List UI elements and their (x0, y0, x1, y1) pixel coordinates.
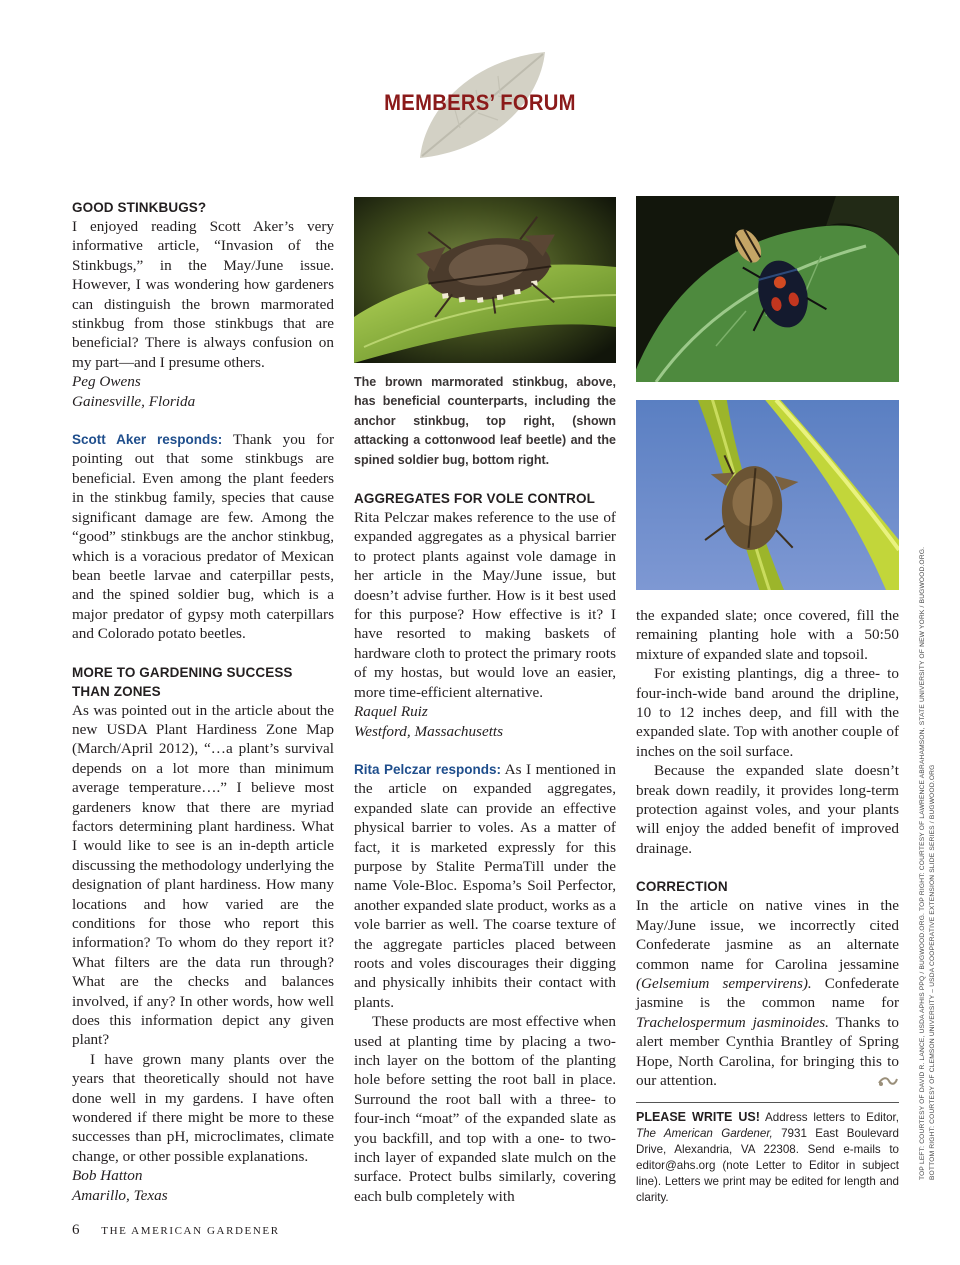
magazine-name: THE AMERICAN GARDENER (101, 1225, 280, 1237)
letter-location: Westford, Massachusetts (354, 722, 504, 740)
responder-label: Scott Aker responds: (72, 432, 223, 448)
photo-credits: TOP LEFT: COURTESY OF DAVID R. LANCE, USDA APHIS PPQ / BUGWOOD.ORG. TOP RIGHT: COURTESY OF LAWRENCE ABRAHAMSON, STATE UNIVERSITY OF NEW YORK / BUGWOOD.ORG. BOTTOM RIGHT: COURTESY OF CLEMSON UNIVERSITY – USDA COOPERATIVE EXTENSION SLIDE SERIES / BUGWOOD.ORG (919, 546, 936, 1180)
letter-heading-stinkbugs: GOOD STINKBUGS? (72, 200, 207, 215)
photo-caption: The brown marmorated stinkbug, above, has beneficial counterparts, including the anchor stinkbug, top right, (shown attacking a cottonwood leaf beetle) and the spined soldier bug, bottom right. (354, 375, 616, 467)
letter-body-zones-2: I have grown many plants over the years that theoretically should not have done well in my gardens. I have often wondered if there might be more to these successes than pH, microclimates, climate change, or other possible explanations. (72, 1050, 334, 1165)
response-text: As I mentioned in the article on expanded aggregates, expanded slate can provide an effective physical barrier to voles. As a matter of fact, it is marketed expressly for this purpose by Stalite PermaTill under the name Vole-Bloc. Espoma’s Soil Perfector, another expanded slate product, works as a vole barrier as well. The coarse texture of the aggregate particles placed between roots and voles discourages their digging and physically inhibits their contact with plants. (354, 760, 616, 1011)
letter-author: Raquel Ruiz (354, 703, 428, 721)
column-left (72, 198, 334, 1205)
responder-label: Rita Pelczar responds: (354, 761, 501, 777)
letter-heading-zones-2: THAN ZONES (72, 683, 161, 699)
column-middle (354, 373, 616, 1206)
letter-body-zones: As was pointed out in the article about the new USDA Plant Hardiness Zone Map (March/April 2012), “…a plant’s survival depends on a lot more than minimum average temperature….” I believe most gardeners know that there are myriad factors determining plant hardiness. What I would like to see is an in-depth article discussing the methodology underlying the designation of plant hardiness. How many locations and how varied are the conditions for those who report this information? To whom do they report it? What filters are the data run through? What are the checks and balances involved, if any? In other words, how well does this information depict any given plant? (72, 701, 334, 1049)
page-header (0, 40, 960, 170)
response-text-3: For existing plantings, dig a three- to four-inch-wide band around the dripline, 10 to 12 inches deep, and fill with the expanded slate. Top with another couple of inches on the soil surface. (636, 665, 899, 760)
write-us-box: PLEASE WRITE US! Address letters to Editor, The American Gardener, 7931 East Boulevard Drive, Alexandria, VA 22308. Send e-mails to editor@ahs.org (note Letter to Editor in subject line). Letters we print may be edited for length and clarity. (636, 1110, 899, 1205)
response-text: Thank you for pointing out that some stinkbugs are beneficial. Even among the plant feeders in the stinkbug family, species that cause significant damage are few. Among the “good” stinkbugs are the anchor stinkbug, which is a voracious predator of Mexican bean beetle larvae and caterpillar pests, and the spined soldier bug, which is a major predator of gypsy moth caterpillars and Colorado potato beetles. (72, 431, 335, 643)
letter-author: Peg Owens (72, 373, 141, 391)
write-us-label: PLEASE WRITE US! (636, 1110, 760, 1125)
photo-spined-soldier-bug (636, 400, 899, 590)
response-text-4: Because the expanded slate doesn’t break down readily, it provides long-term protection against voles, and your plants will enjoy the added benefit of improved drainage. (636, 762, 899, 857)
end-ornament-icon (877, 1075, 899, 1087)
page-number: 6 (72, 1222, 80, 1238)
letter-location: Amarillo, Texas (72, 1186, 168, 1204)
response-text-continued: the expanded slate; once covered, fill the remaining planting hole with a 50:50 mixture of expanded slate and topsoil. (636, 607, 899, 663)
section-title: MEMBERS’ FORUM (384, 90, 576, 115)
letter-heading-vole: AGGREGATES FOR VOLE CONTROL (354, 491, 595, 507)
letter-location: Gainesville, Florida (72, 392, 196, 410)
letter-heading-zones-1: MORE TO GARDENING SUCCESS (72, 664, 293, 680)
column-right (636, 606, 899, 1206)
correction-heading: CORRECTION (636, 879, 728, 895)
photo-brown-marmorated-stinkbug (354, 197, 616, 363)
response-aker (72, 430, 334, 643)
photo-anchor-stinkbug (636, 196, 899, 382)
response-pelczar (354, 760, 616, 1012)
letter-body-vole: Rita Pelczar makes reference to the use of expanded aggregates as a physical barrier to protect plants against vole damage in her article in the May/June issue, but doesn’t advise further. How is it best used for this purpose? How effective is it? I have resorted to making baskets of hardware cloth to protect the primary roots of my hostas, but would love an easier, more time-efficient alternative. (354, 509, 616, 701)
correction-body: In the article on native vines in the May/June issue, we incorrectly cited Confederate jasmine as an alternate common name for Carolina jessamine (Gelsemium sempervirens). Confederate jasmine is the common name for Trachelospermum jasminoides. Thanks to alert member Cynthia Brantley of Spring Hope, North Carolina, for bringing this to our attention. (636, 897, 900, 1089)
response-text-2: These products are most effective when used at planting time by placing a two-inch layer on the bottom of the planting hole before setting the root ball in place. Surround the root ball with a three- to four-inch “moat” of the expanded slate as you backfill, and top with a one- to two-inch layer of expanded slate mulch on the surface. Protect bulbs similarly, covering each bulb completely with (354, 1013, 616, 1205)
letter-body-stinkbugs: I enjoyed reading Scott Aker’s very informative article, “Invasion of the Stinkbugs,” in the May/June issue. However, I was wondering how gardeners can distinguish the brown marmorated stinkbug from those stinkbugs that are beneficial? There is always confusion on my part—and I presume others. (72, 218, 334, 371)
page-footer (72, 1222, 280, 1239)
letter-author: Bob Hatton (72, 1167, 143, 1185)
write-us-divider (636, 1102, 899, 1103)
